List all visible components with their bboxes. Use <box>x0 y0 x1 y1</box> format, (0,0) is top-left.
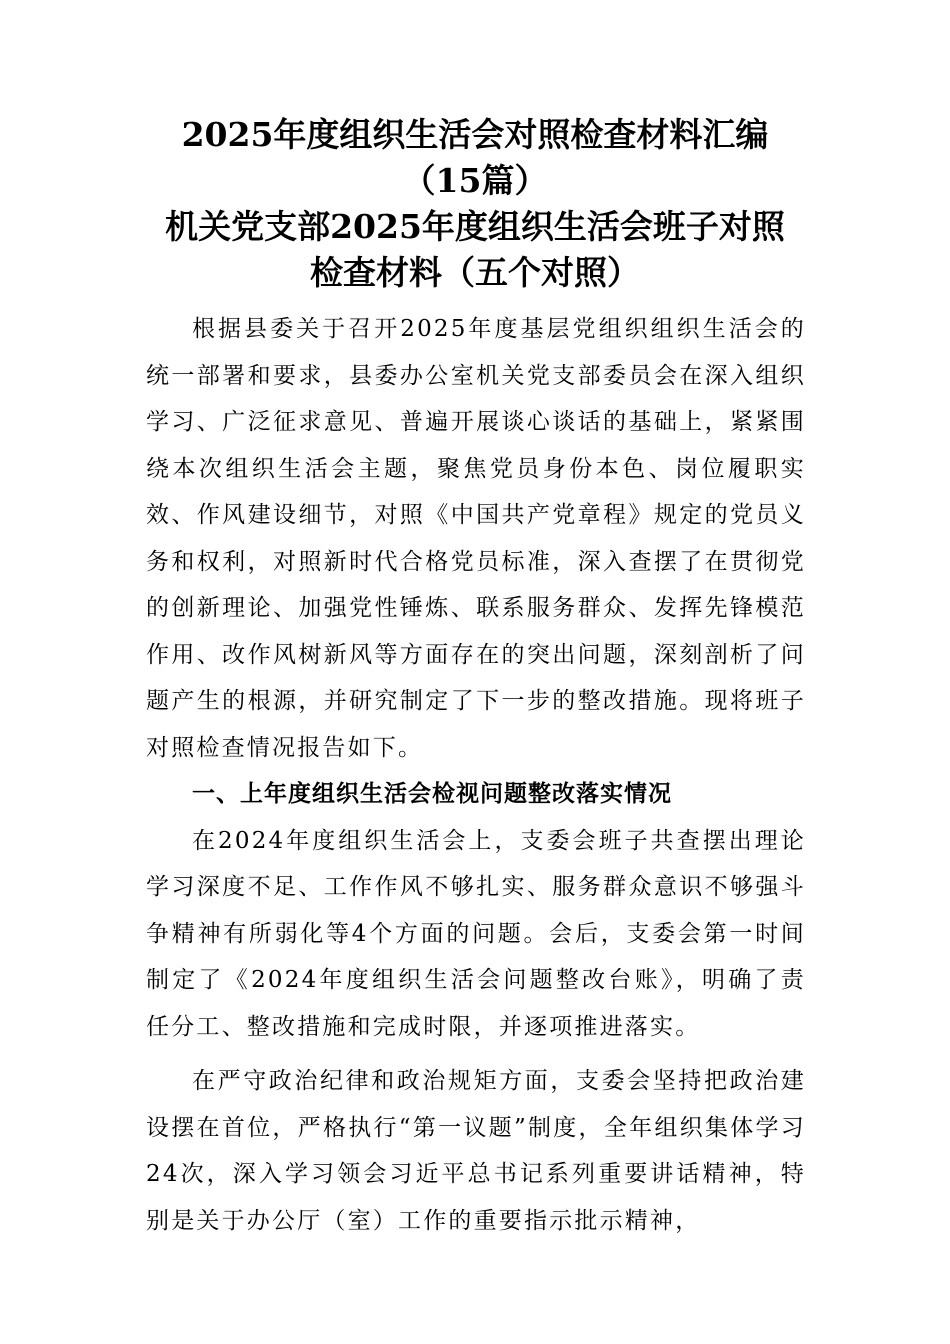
section-heading-1: 一、上年度组织生活会检视问题整改落实情况 <box>192 781 672 807</box>
document-body <box>146 306 806 1244</box>
section-paragraph-2: 在严守政治纪律和政治规矩方面，支委会坚持把政治建设摆在首位，严格执行“第一议题”制度，全年组织集体学习24次，深入学习领会习近平总书记系列重要讲话精神，特别是关于办公厅（室）工作的重要指示批示精神， <box>146 1068 806 1234</box>
intro-paragraph: 根据县委关于召开2025年度基层党组织组织生活会的统一部署和要求，县委办公室机关党支部委员会在深入组织学习、广泛征求意见、普遍开展谈心谈话的基础上，紧紧围绕本次组织生活会主题，聚焦党员身份本色、岗位履职实效、作风建设细节，对照《中国共产党章程》规定的党员义务和权利，对照新时代合格党员标准，深入查摆了在贯彻党的创新理论、加强党性锤炼、联系服务群众、发挥先锋模范作用、改作风树新风等方面存在的突出问题，深刻剖析了问题产生的根源，并研究制定了下一步的整改措施。现将班子对照检查情况报告如下。 <box>146 316 806 761</box>
document-title-line1: 2025年度组织生活会对照检查材料汇编 <box>181 115 769 154</box>
document-title-line2: （15篇） <box>402 161 548 200</box>
section-paragraph-1: 在2024年度组织生活会上，支委会班子共查摆出理论学习深度不足、工作作风不够扎实、服务群众意识不够强斗争精神有所弱化等4个方面的问题。会后，支委会第一时间制定了《2024年度组织生活会问题整改台账》，明确了责任分工、整改措施和完成时限，并逐项推进落实。 <box>146 827 806 1040</box>
document-subtitle-line1: 机关党支部2025年度组织生活会班子对照 <box>165 207 785 246</box>
title-block <box>120 112 830 296</box>
document-subtitle-line2: 检查材料（五个对照） <box>310 253 640 292</box>
